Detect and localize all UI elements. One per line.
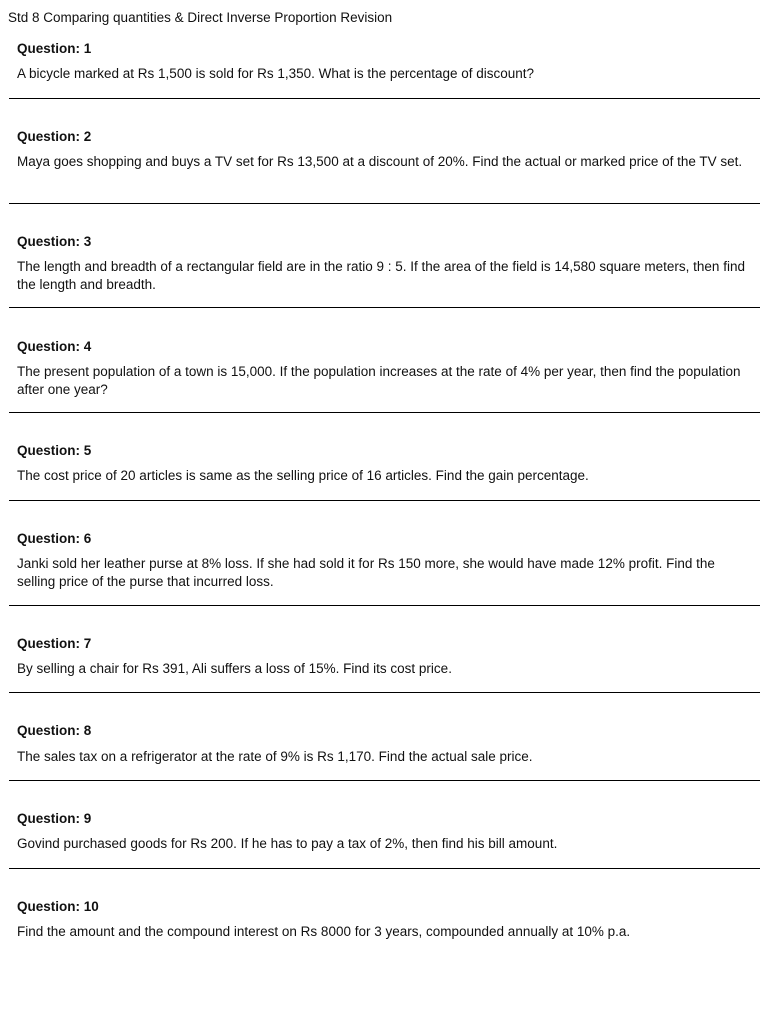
question-text: By selling a chair for Rs 391, Ali suffers a loss of 15%. Find its cost price. — [17, 661, 452, 676]
question-text: A bicycle marked at Rs 1,500 is sold for Rs 1,350. What is the percentage of discount? — [17, 66, 535, 81]
question-divider — [9, 412, 760, 413]
question-label: Question: 6 — [17, 531, 92, 546]
question-label: Question: 4 — [17, 339, 92, 354]
question-label: Question: 8 — [17, 723, 92, 738]
question-divider — [9, 605, 760, 606]
question-divider — [9, 307, 760, 308]
question-divider — [9, 868, 760, 869]
question-label: Question: 3 — [17, 234, 92, 249]
question-text: The length and breadth of a rectangular field are in the ratio 9 : 5. If the area of the field is 14,580 square meters, then find the length and breadth. — [17, 259, 745, 292]
question-text: Find the amount and the compound interest on Rs 8000 for 3 years, compounded annually at 10% p.a. — [17, 924, 631, 939]
question-text: The sales tax on a refrigerator at the rate of 9% is Rs 1,170. Find the actual sale price. — [17, 749, 533, 764]
page-title: Std 8 Comparing quantities & Direct Inverse Proportion Revision — [8, 10, 393, 25]
question-divider — [9, 780, 760, 781]
question-text: The cost price of 20 articles is same as the selling price of 16 articles. Find the gain percentage. — [17, 468, 589, 483]
question-text: The present population of a town is 15,000. If the population increases at the rate of 4% per year, then find the population after one year? — [17, 364, 741, 397]
question-text: Govind purchased goods for Rs 200. If he has to pay a tax of 2%, then find his bill amount. — [17, 836, 558, 851]
question-text: Maya goes shopping and buys a TV set for Rs 13,500 at a discount of 20%. Find the actual or marked price of the TV set. — [17, 154, 743, 169]
question-label: Question: 7 — [17, 636, 92, 651]
question-label: Question: 9 — [17, 811, 92, 826]
question-divider — [9, 203, 760, 204]
question-divider — [9, 692, 760, 693]
question-label: Question: 5 — [17, 443, 92, 458]
question-label: Question: 10 — [17, 899, 99, 914]
question-text: Janki sold her leather purse at 8% loss. If she had sold it for Rs 150 more, she would have made 12% profit. Find the selling price of the purse that incurred loss. — [17, 556, 715, 589]
question-divider — [9, 500, 760, 501]
question-label: Question: 2 — [17, 129, 92, 144]
question-divider — [9, 98, 760, 99]
question-label: Question: 1 — [17, 41, 92, 56]
